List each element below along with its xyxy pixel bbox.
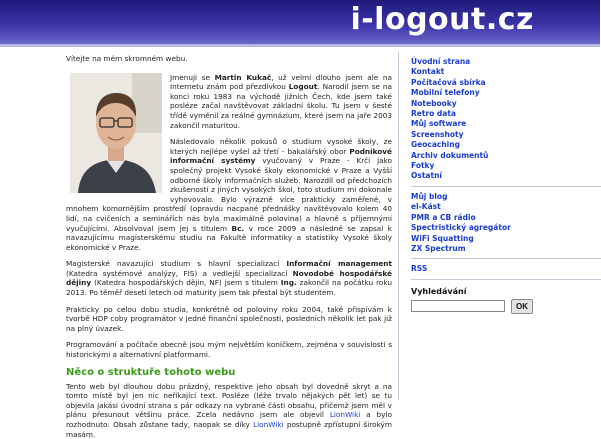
- search-form: [411, 299, 600, 314]
- nav-item-nav1-6[interactable]: Můj software: [411, 119, 467, 129]
- nav-item-nav1-3[interactable]: Mobilní telefony: [411, 88, 480, 98]
- lionwiki-link-1[interactable]: LionWiki: [329, 410, 361, 420]
- sidebar: [398, 52, 600, 400]
- nav-item-nav1-4[interactable]: Notebooky: [411, 98, 457, 108]
- nav-item-nav2-5[interactable]: ZX Spectrum: [411, 243, 466, 253]
- nav-rss: [411, 259, 601, 279]
- nav-secondary: [411, 187, 601, 259]
- nav-item-nav3-0[interactable]: RSS: [411, 264, 428, 274]
- structure-paragraph: Tento web byl dlouhou dobu prázdný, respektive jeho obsah byl dovedně skryt a na tomto místě byl jen nic neříkající text. Posléze (léže trvalo nějakých pět let) se tu objevila jakási úvodní strana s pár odkazy na vybrané části obsahu, přičemž jsem měl v plánu přesunout většinu práce. Zcela nedávno jsem ale objevil LionWiki a bylo rozhodnuto: Obsah zůstane tady, naopak se díky LionWiki postupně zpřístupní širokým masám.: [66, 381, 392, 439]
- bio-paragraph-2: Následovalo několik pokusů o studium vysoké školy, ze kterých nejlépe vyšel až třetí - bakalářský obor Podnikové informační systémy vyučovaný v Praze - Krči jako společný projekt Vysoké školy ekonomické v Praze a Vyšší odborné školy informačních služeb. Narozdíl od předchozích zkušeností z jiných vysokých škol, toto studium mi dokonale vyhovovalo. Bylo výrazně více prakticky zaměřené, v mnohem komornějším prostředí (opravdu nacpané přednášky navštěvovalo kolem 40 lidí, na cvičeních a seminářích nás byla maximálně polovina) a hlavně s příjemnými vyučujícími. Absolvoval jsem jej s titulem Bc. v roce 2009 a následně se zapsal k navazujícímu magisterskému studiu na Fakultě informatiky a statistiky Vysoké školy ekonomické v Praze.: [66, 137, 393, 252]
- author-name: Martin Kukač: [214, 72, 272, 82]
- nav-main: [411, 52, 601, 187]
- welcome-text: Vítejte na mém skromném webu.: [66, 54, 188, 63]
- main-content: [66, 52, 393, 439]
- bio-paragraph-3: Magisterské navazující studium s hlavní specializací Informační management (Katedra systémové analýzy, FIS) a vedlejší specializací Novodobé hospodářské dějiny (Katedra hospodářských dějin, NF) jsem s titulem Ing. zakončil na počátku roku 2013. Po těměř deseti letech od maturity jsem tak přestal být studentem.: [66, 259, 392, 298]
- nav-item-nav1-9[interactable]: Archiv dokumentů: [411, 150, 489, 160]
- nav-item-nav1-5[interactable]: Retro data: [411, 109, 456, 119]
- nav-item-nav1-7[interactable]: Screenshoty: [411, 129, 464, 139]
- nav-item-nav1-10[interactable]: Fotky: [411, 161, 435, 171]
- specialization-minor: Novodobé hospodářské dějiny: [66, 268, 392, 288]
- study-field: Podnikové informační systémy: [170, 146, 392, 166]
- nav-item-nav2-0[interactable]: Můj blog: [411, 191, 448, 201]
- bio-paragraph-4: Prakticky po celou dobu studia, konkrétně od poloviny roku 2004, také přispívám k tvorbě HDP coby programátor v jedné finanční společnosti, posledních několik let pak již na plný úvazek.: [66, 304, 392, 333]
- search-ok-button[interactable]: OK: [511, 299, 533, 314]
- bio-paragraph-1: Jmenuji se Martin Kukač, už velmi dlouho jsem ale na Internetu znám pod přezdívkou Logout. Narodil jsem se na konci roku 1983 na východě jižních Čech, kde jsem také posléze začal navštěvovat základní školu. Tu jsem v šesté třídě vyměnil za reálné gymnázium, které jsem na jaře 2003 zakončil maturitou.: [170, 72, 392, 130]
- lionwiki-link-2[interactable]: LionWiki: [253, 420, 284, 429]
- site-header: [0, 0, 600, 44]
- site-logo[interactable]: i-logout.cz: [350, 2, 534, 37]
- degree-bc: Bc.: [231, 223, 245, 233]
- search-title: Vyhledávání: [411, 286, 467, 296]
- section-heading: Něco o struktuře tohoto webu: [66, 366, 236, 378]
- author-photo-image: [70, 73, 162, 193]
- specialization-main: Informační management: [286, 259, 392, 269]
- nav-item-nav1-8[interactable]: Geocaching: [411, 140, 460, 150]
- bio-paragraph-5: Programování a počítače obecně jsou mým největším koníčkem, zejména v souvislosti s historickými a alternativní platformami.: [66, 340, 392, 360]
- nav-item-nav1-2[interactable]: Počítačová sbírka: [411, 77, 486, 87]
- nav-item-nav1-0[interactable]: Úvodní strana: [411, 57, 471, 66]
- nav-item-nav1-11[interactable]: Ostatní: [411, 171, 442, 181]
- nav-item-nav1-1[interactable]: Kontakt: [411, 67, 445, 77]
- author-photo: [70, 73, 162, 193]
- degree-ing: Ing.: [280, 278, 297, 288]
- header-divider: [0, 44, 600, 47]
- nav-item-nav2-3[interactable]: Spectristický agregátor: [411, 223, 511, 233]
- author-nickname: Logout: [288, 82, 318, 92]
- nav-item-nav2-4[interactable]: WiFi Squatting: [411, 233, 474, 243]
- nav-item-nav2-1[interactable]: el-Kást: [411, 202, 441, 212]
- search-input[interactable]: [411, 300, 505, 312]
- nav-item-nav2-2[interactable]: PMR a CB rádio: [411, 212, 476, 222]
